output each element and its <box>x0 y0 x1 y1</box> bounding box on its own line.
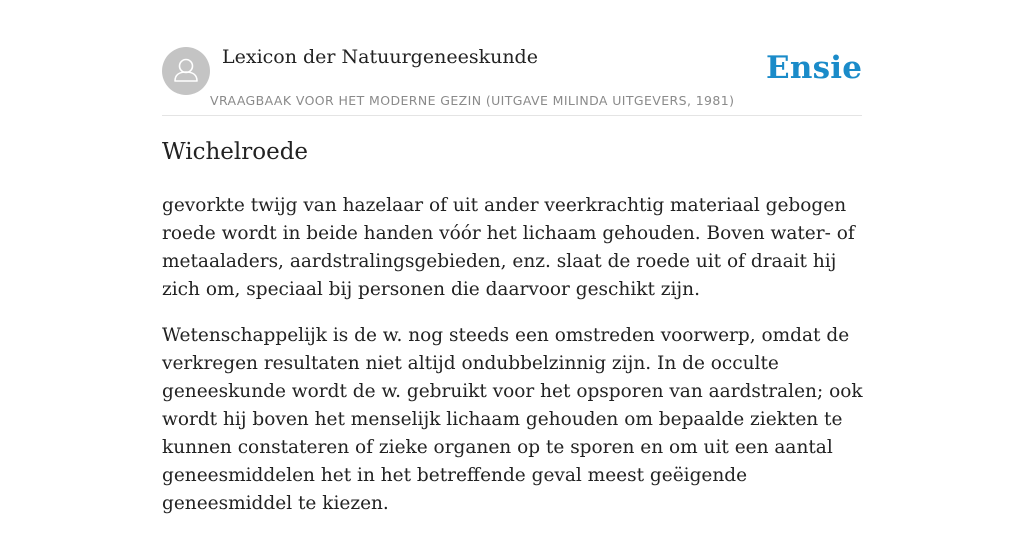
entry-paragraph: Wetenschappelijk is de w. nog steeds een omstreden voorwerp, omdat de verkregen resultaten niet altijd ondubbelzinnig zijn. In de occulte geneeskunde wordt de w. gebruikt voor het opsporen van aardstralen; ook wordt hij boven het menselijk lichaam gehouden om bepaalde ziekten te kunnen constateren of zieke organen op te sporen en om uit een aantal geneesmiddelen het in het betreffende geval meest geëigende geneesmiddel te kiezen. <box>162 325 863 514</box>
source-title[interactable]: Lexicon der Natuurgeneeskunde <box>222 46 538 68</box>
avatar[interactable] <box>162 47 210 95</box>
source-subtitle: VRAAGBAAK VOOR HET MODERNE GEZIN (UITGAVE MILINDA UITGEVERS, 1981) <box>210 93 735 108</box>
user-icon <box>162 47 210 95</box>
header-divider <box>162 115 862 116</box>
brand-logo[interactable]: Ensie <box>766 50 863 86</box>
entry-title: Wichelroede <box>162 139 309 165</box>
entry-content <box>162 192 864 536</box>
entry-paragraph: gevorkte twijg van hazelaar of uit ander veerkrachtig materiaal gebogen roede wordt in beide handen vóór het lichaam gehouden. Boven water- of metaaladers, aardstralingsgebieden, enz. slaat de roede uit of draait hij zich om, speciaal bij personen die daarvoor geschikt zijn. <box>162 195 855 300</box>
